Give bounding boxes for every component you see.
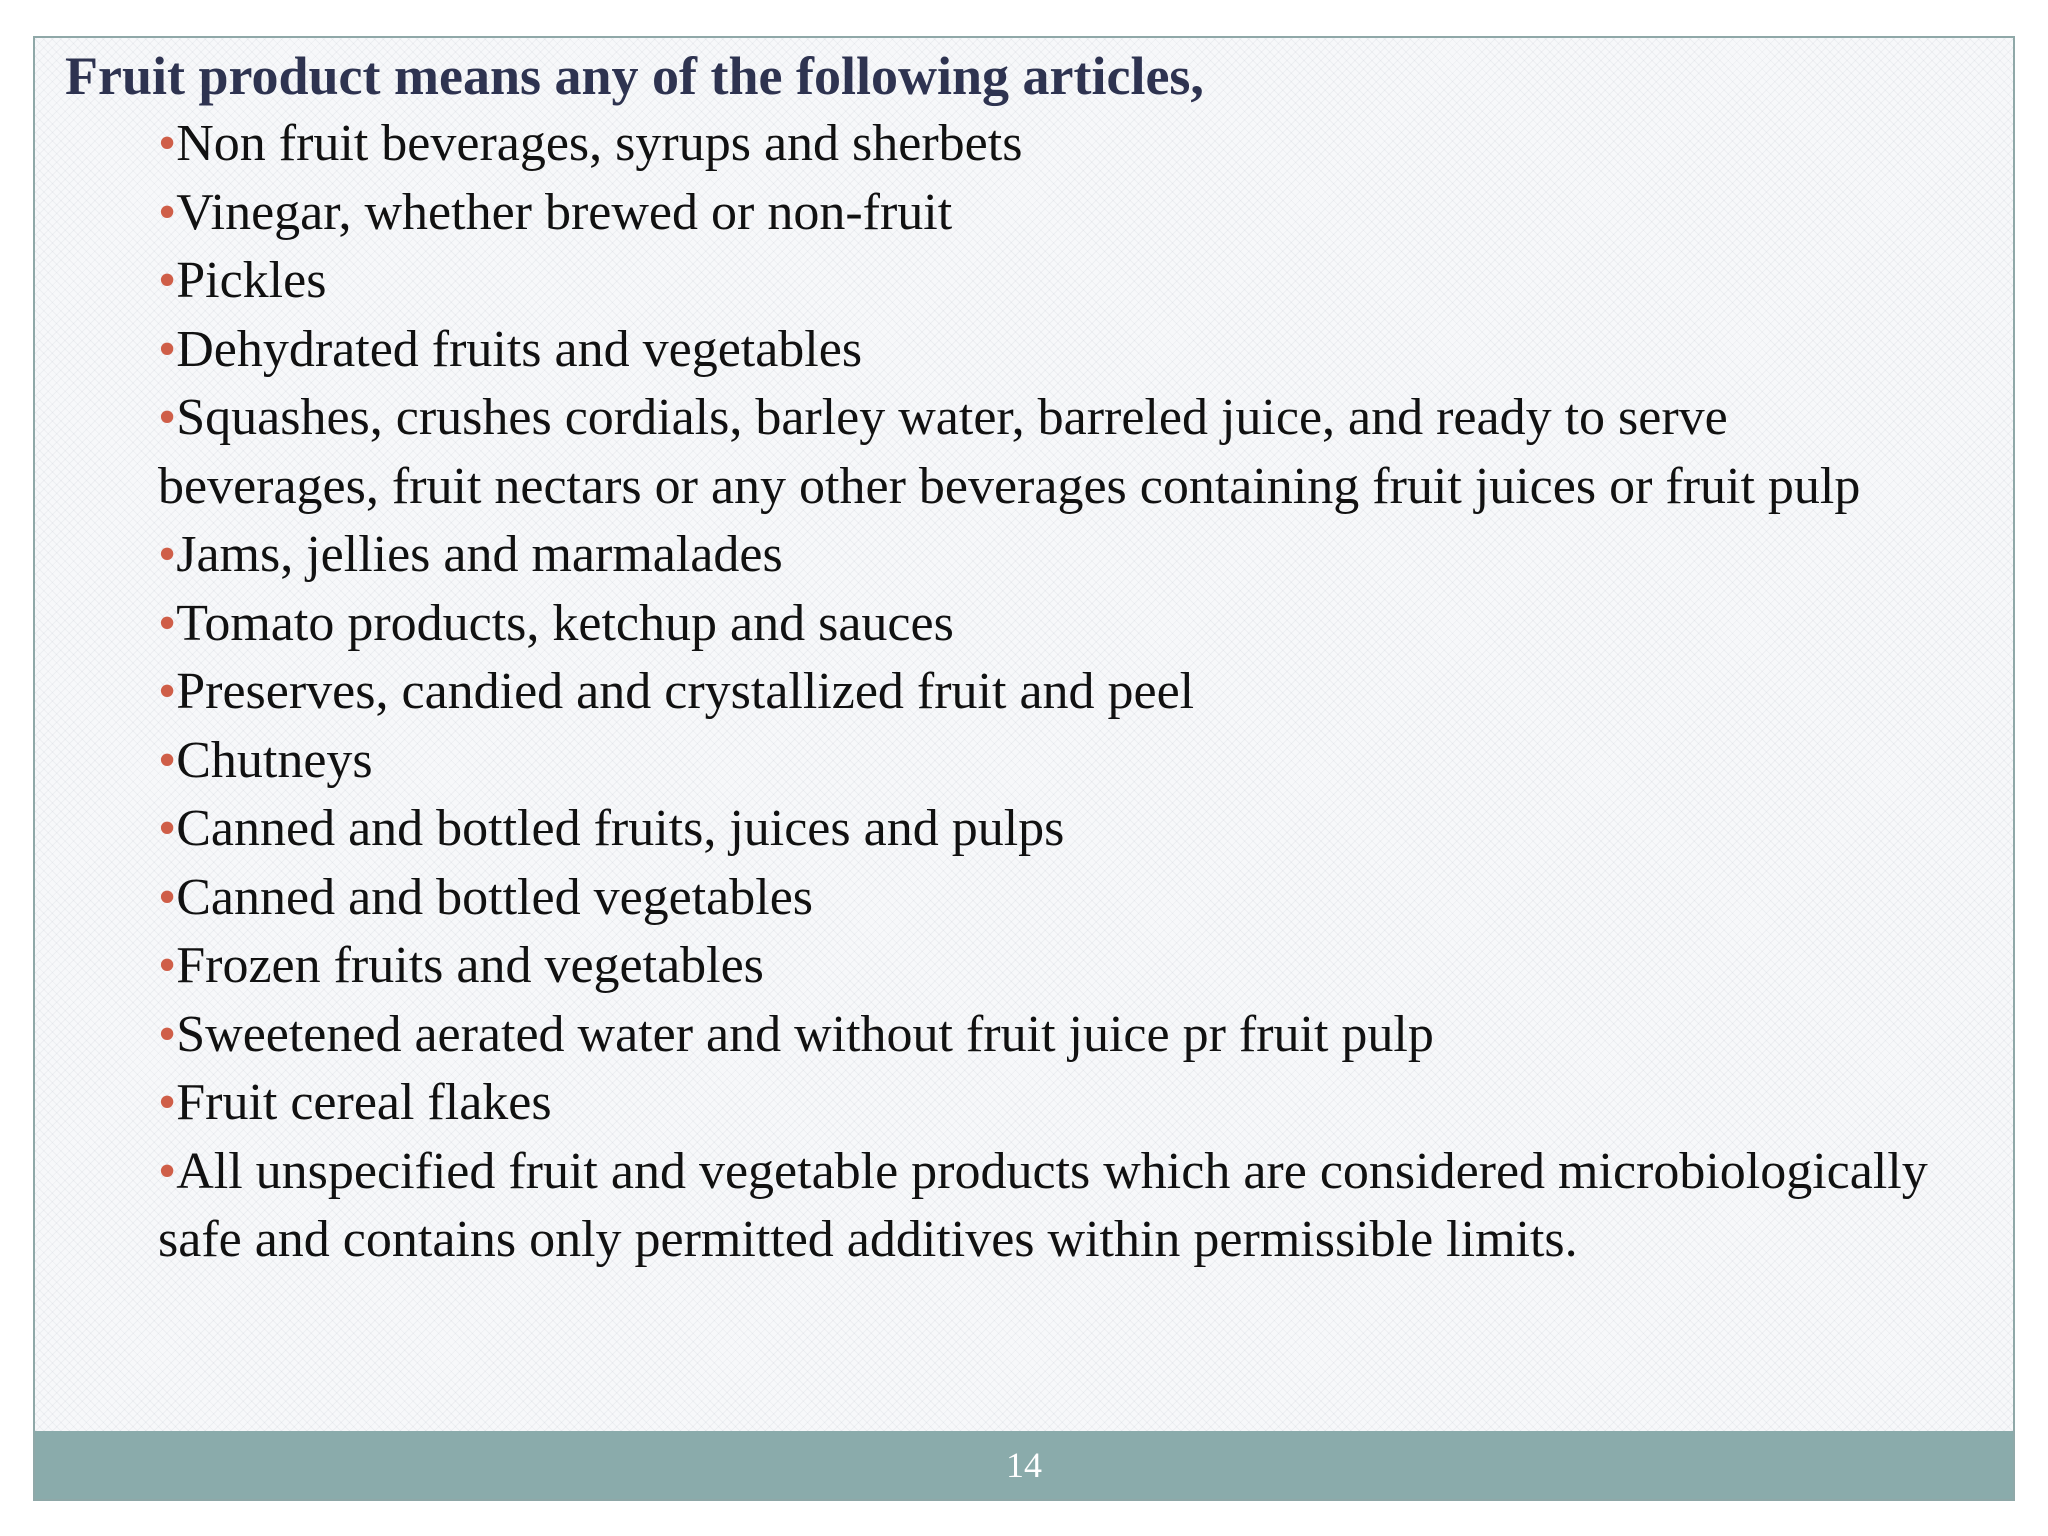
bullet-icon: •: [158, 663, 177, 720]
list-item: [158, 795, 1958, 864]
list-item-text: Canned and bottled fruits, juices and pulps: [176, 800, 1065, 857]
list-item: [158, 384, 1958, 521]
list-item-text: Canned and bottled vegetables: [176, 868, 814, 926]
list-item-text: Sweetened aerated water and without fruit juice pr fruit pulp: [176, 1005, 1434, 1063]
page-number: 14: [1006, 1445, 1042, 1485]
list-item: [158, 110, 1958, 179]
list-item: [158, 1138, 1958, 1275]
list-item: [158, 247, 1958, 316]
bullet-icon: •: [158, 1074, 177, 1131]
bullet-icon: •: [158, 115, 177, 172]
list-item: [158, 521, 1958, 590]
list-item-text: Vinegar, whether brewed or non-fruit: [176, 183, 953, 241]
slide: [33, 36, 2015, 1501]
list-item: [158, 1069, 1958, 1138]
list-item: [158, 179, 1958, 248]
bullet-icon: •: [158, 1142, 177, 1200]
list-item-text: Tomato products, ketchup and sauces: [176, 594, 954, 652]
list-item: [158, 1001, 1958, 1070]
list-item-text: All unspecified fruit and vegetable products which are considered microbiologically safe and contains only permitted additives within permissible limits.: [158, 1142, 1928, 1268]
list-item-text: Squashes, crushes cordials, barley water, barreled juice, and ready to serve beverages, fruit nectars or any other beverages containing fruit juices or fruit pulp: [158, 389, 1861, 515]
slide-title: Fruit product means any of the following articles,: [65, 46, 1204, 106]
bullet-icon: •: [158, 594, 177, 652]
list-item-text: Jams, jellies and marmalades: [176, 526, 783, 583]
bullet-icon: •: [158, 252, 177, 309]
list-item: [158, 864, 1958, 933]
list-item-text: Chutneys: [176, 731, 373, 789]
list-item-text: Frozen fruits and vegetables: [176, 937, 764, 994]
list-item: [158, 658, 1958, 727]
bullet-icon: •: [158, 868, 177, 926]
list-item: [158, 932, 1958, 1001]
bullet-icon: •: [158, 937, 177, 994]
list-item-text: Preserves, candied and crystallized fruit and peel: [176, 663, 1195, 720]
list-item-text: Pickles: [176, 252, 327, 309]
list-item: [158, 316, 1958, 385]
bullet-icon: •: [158, 526, 177, 583]
bullet-icon: •: [158, 320, 177, 378]
bullet-icon: •: [158, 183, 177, 241]
bullet-icon: •: [158, 731, 177, 789]
list-item-text: Dehydrated fruits and vegetables: [176, 320, 863, 378]
bullet-icon: •: [158, 389, 177, 446]
bullet-list: [158, 110, 1958, 1275]
list-item-text: Non fruit beverages, syrups and sherbets: [176, 115, 1023, 172]
list-item: [158, 727, 1958, 796]
list-item: [158, 590, 1958, 659]
footer-bar: [35, 1431, 2013, 1499]
bullet-icon: •: [158, 1005, 177, 1063]
list-item-text: Fruit cereal flakes: [176, 1074, 552, 1131]
bullet-icon: •: [158, 800, 177, 857]
